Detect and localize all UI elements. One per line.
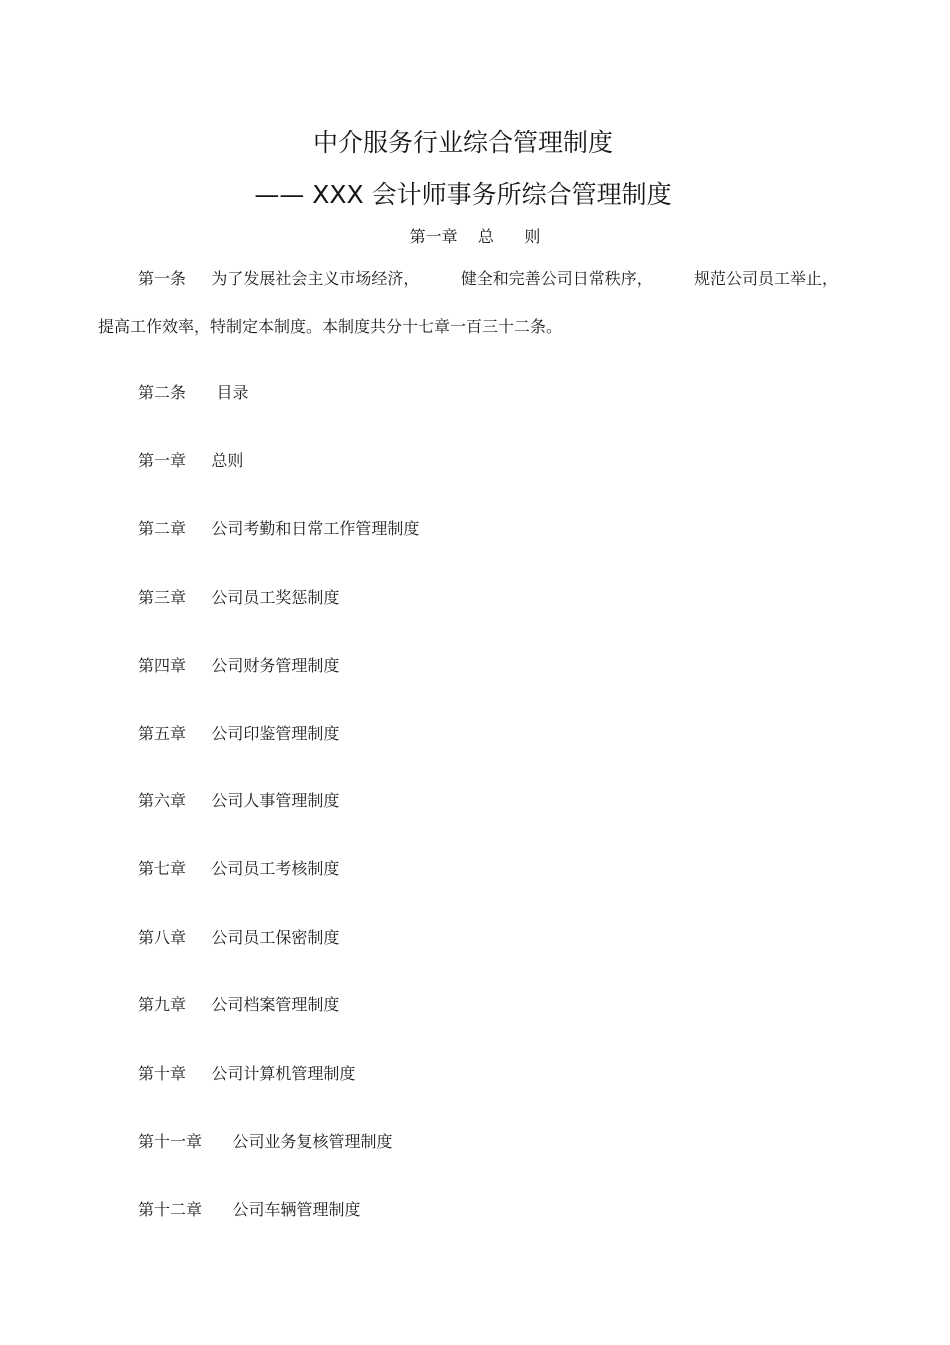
toc-item: 第十章 公司计算机管理制度 <box>138 1064 356 1083</box>
toc-item: 第一章 总则 <box>138 451 244 470</box>
toc-item: 第七章 公司员工考核制度 <box>138 859 340 878</box>
article-1-line-2: 提高工作效率，特制定本制度。本制度共分十七章一百三十二条。 <box>98 317 563 336</box>
toc-item: 第五章 公司印鉴管理制度 <box>138 724 340 743</box>
toc-item: 第三章 公司员工奖惩制度 <box>138 588 340 607</box>
toc-item: 第四章 公司财务管理制度 <box>138 656 340 675</box>
toc-item: 第九章 公司档案管理制度 <box>138 995 340 1014</box>
article-1-part-2: 健全和完善公司日常秩序， <box>460 269 653 288</box>
document-title: 中介服务行业综合管理制度 <box>312 128 613 157</box>
toc-item: 第十一章 公司业务复核管理制度 <box>138 1132 393 1151</box>
article-1-part-1: 第一条 为了发展社会主义市场经济， <box>138 269 420 288</box>
toc-item: 第二章 公司考勤和日常工作管理制度 <box>138 519 420 538</box>
document-subtitle: —— XXX 会计师事务所综合管理制度 <box>254 180 672 209</box>
article-1-line-1 <box>138 268 838 290</box>
toc-heading: 第二条 目录 <box>138 383 249 402</box>
toc-item: 第六章 公司人事管理制度 <box>138 791 340 810</box>
chapter-heading: 第一章 总 则 <box>409 227 541 246</box>
article-1-part-3: 规范公司员工举止， <box>693 269 838 288</box>
toc-item: 第八章 公司员工保密制度 <box>138 928 340 947</box>
toc-item: 第十二章 公司车辆管理制度 <box>138 1200 361 1219</box>
